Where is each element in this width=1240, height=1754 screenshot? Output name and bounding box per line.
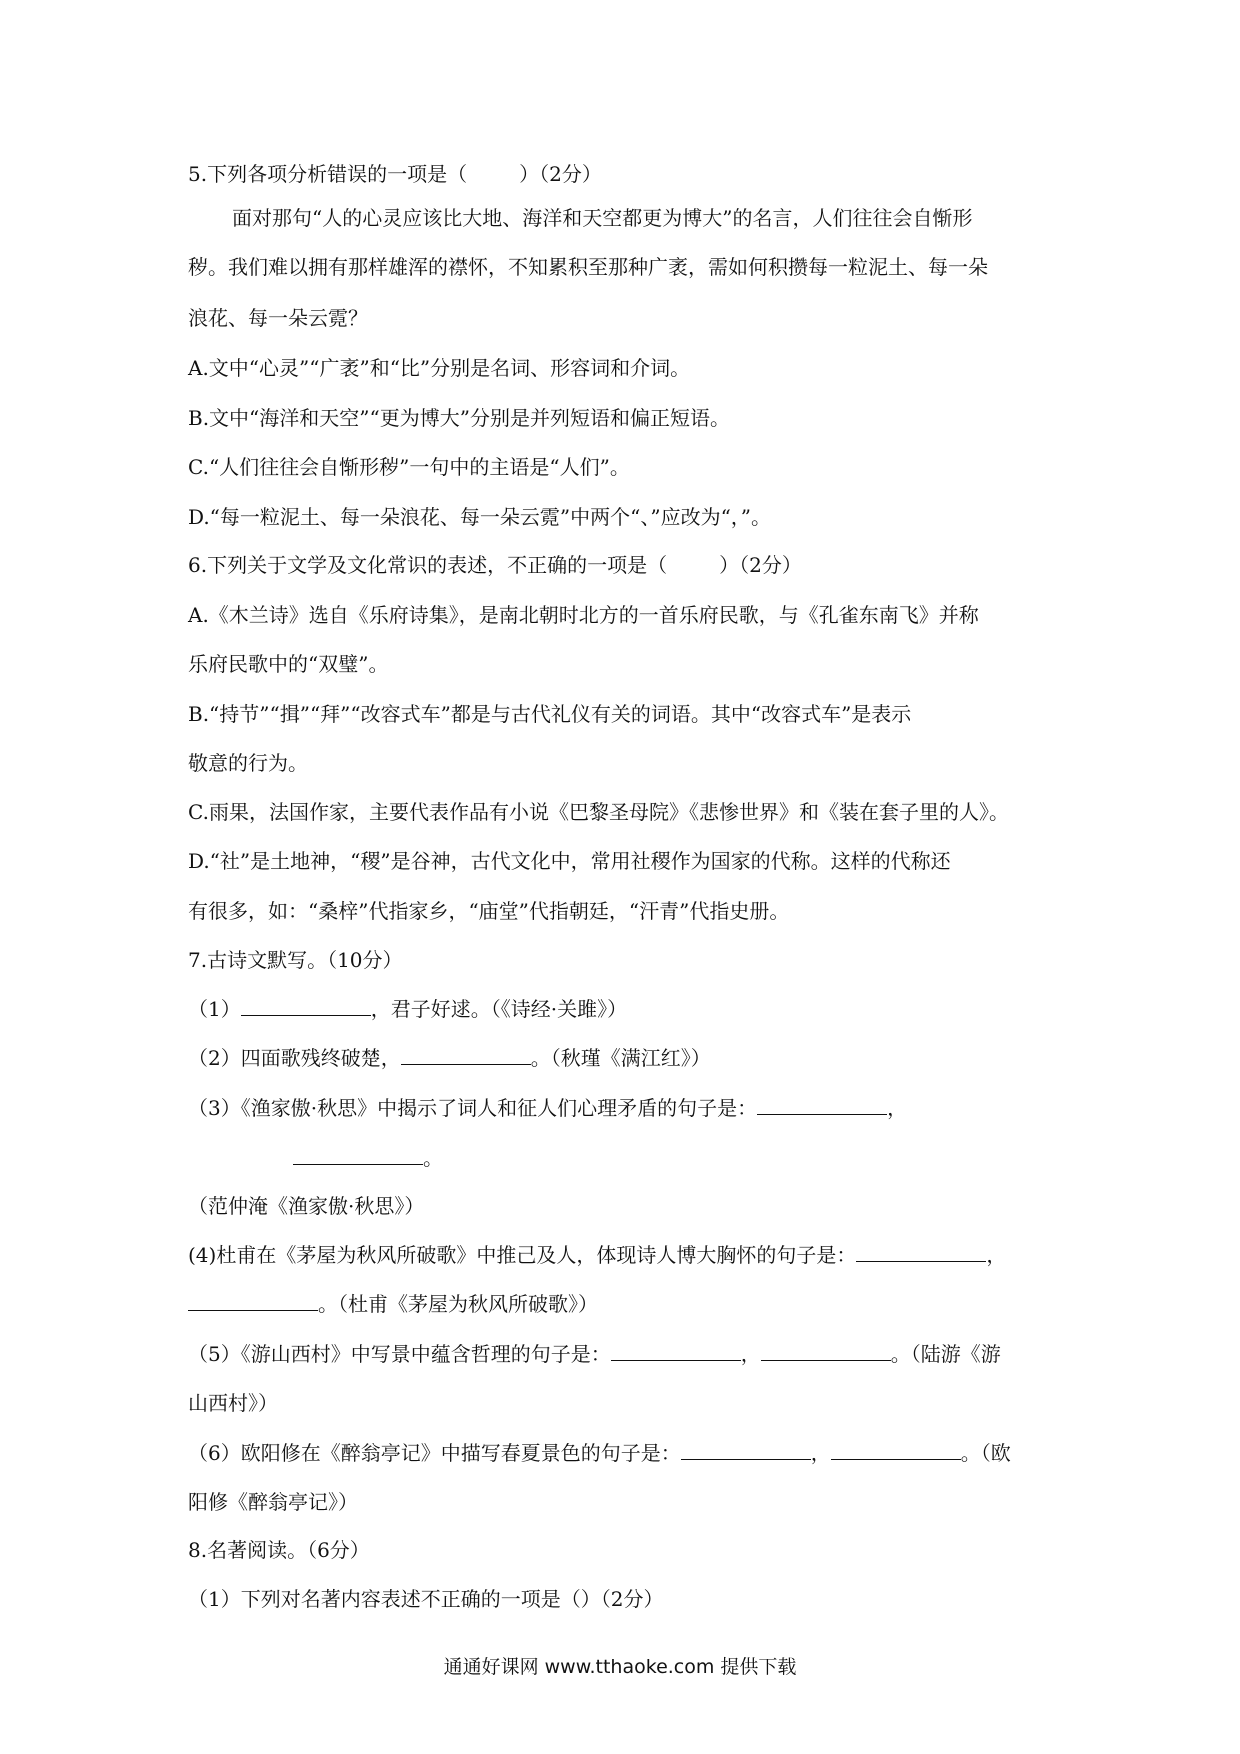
item-text: ， [740,1342,761,1366]
answer-blank[interactable] [293,1144,423,1165]
q7-item-5 [188,1340,1060,1368]
q7-item-4-cont [188,1290,1060,1318]
answer-blank[interactable] [831,1439,961,1460]
q7-item-5-cont: 山西村》） [188,1391,278,1415]
q7-item-6 [188,1439,1060,1467]
q6-line-1: A.《木兰诗》选自《乐府诗集》，是南北朝时北方的一首乐府民歌，与《孔雀东南飞》并称 [188,603,979,627]
q5-passage-line-3: 浪花、每一朵云霓？ [188,306,368,330]
q8-sub-1: （1）下列对名著内容表述不正确的一项是（）（2分） [188,1587,664,1611]
item-text: ， [887,1096,908,1120]
q7-item-1 [188,995,1060,1023]
q6-line-5: C.雨果，法国作家，主要代表作品有小说《巴黎圣母院》《悲惨世界》和《装在套子里的人》。 [188,800,1009,824]
answer-blank[interactable] [757,1094,887,1115]
item-label: （1） [188,997,241,1021]
item-text: (4)杜甫在《茅屋为秋风所破歌》中推己及人，体现诗人博大胸怀的句子是： [188,1243,857,1267]
q5-option-a: A.文中“心灵”“广袤”和“比”分别是名词、形容词和介词。 [188,356,691,380]
q6-stem [188,551,1060,579]
q5-stem-text: 5.下列各项分析错误的一项是（ [188,162,468,186]
q7-item-6-cont: 阳修《醉翁亭记》） [188,1490,358,1514]
item-text: （5）《游山西村》中写景中蕴含哲理的句子是： [188,1342,611,1366]
q5-option-c: C.“人们往往会自惭形秽”一句中的主语是“人们”。 [188,455,630,479]
answer-blank[interactable] [188,1290,318,1311]
q6-line-3: B.“持节”“揖”“拜”“改容式车”都是与古代礼仪有关的词语。其中“改容式车”是表示 [188,702,912,726]
q6-line-7: 有很多，如：“桑梓”代指家乡，“庙堂”代指朝廷，“汗青”代指史册。 [188,899,790,923]
item-text: （6）欧阳修在《醉翁亭记》中描写春夏景色的句子是： [188,1441,681,1465]
q7-item-4 [188,1241,1060,1269]
answer-blank[interactable] [401,1044,531,1065]
item-text: 。 [423,1146,443,1170]
q5-option-d: D.“每一粒泥土、每一朵浪花、每一朵云霓”中两个“、”应改为“，”。 [188,505,772,529]
item-text: 。（秋瑾《满江红》） [530,1046,711,1070]
q5-option-b: B.文中“海洋和天空”“更为博大”分别是并列短语和偏正短语。 [188,406,730,430]
answer-blank[interactable] [241,995,371,1016]
q5-passage-line-2: 秽。我们难以拥有那样雄浑的襟怀，不知累积至那种广袤，需如何积攒每一粒泥土、每一朵 [188,255,988,279]
item-text: 。（陆游《游 [890,1342,1001,1366]
item-text: （2）四面歌残终破楚， [188,1046,401,1070]
item-text: 。（欧 [960,1441,1011,1465]
q7-item-2 [188,1044,1060,1072]
q6-line-4: 敬意的行为。 [188,751,308,775]
item-text: ，君子好逑。（《诗经·关雎》） [370,997,628,1021]
q6-stem-score: ）（2分） [719,553,802,577]
answer-blank[interactable] [611,1340,741,1361]
q5-stem-score: ）（2分） [519,162,602,186]
q6-line-2: 乐府民歌中的“双璧”。 [188,652,389,676]
q5-stem [188,160,1060,188]
answer-blank[interactable] [856,1241,986,1262]
page-footer: 通通好课网 www.tthaoke.com 提供下载 [443,1656,797,1678]
answer-blank[interactable] [681,1439,811,1460]
q8-stem: 8.名著阅读。（6分） [188,1538,370,1562]
item-text: ， [986,1243,1007,1267]
q7-stem: 7.古诗文默写。（10分） [188,948,403,972]
item-text: 。（杜甫《茅屋为秋风所破歌》） [318,1292,598,1316]
item-text: ， [810,1441,831,1465]
q6-line-6: D.“社”是土地神，“稷”是谷神，古代文化中，常用社稷作为国家的代称。这样的代称还 [188,849,951,873]
q7-item-3-source: （范仲淹《渔家傲·秋思》） [188,1194,425,1218]
answer-blank[interactable] [761,1340,891,1361]
q5-passage-line-1: 面对那句“人的心灵应该比大地、海洋和天空都更为博大”的名言，人们往往会自惭形 [232,206,973,230]
q7-item-3-cont [293,1144,1165,1172]
item-text: （3）《渔家傲·秋思》中揭示了词人和征人们心理矛盾的句子是： [188,1096,758,1120]
q6-stem-text: 6.下列关于文学及文化常识的表述，不正确的一项是（ [188,553,668,577]
q7-item-3 [188,1094,1060,1122]
